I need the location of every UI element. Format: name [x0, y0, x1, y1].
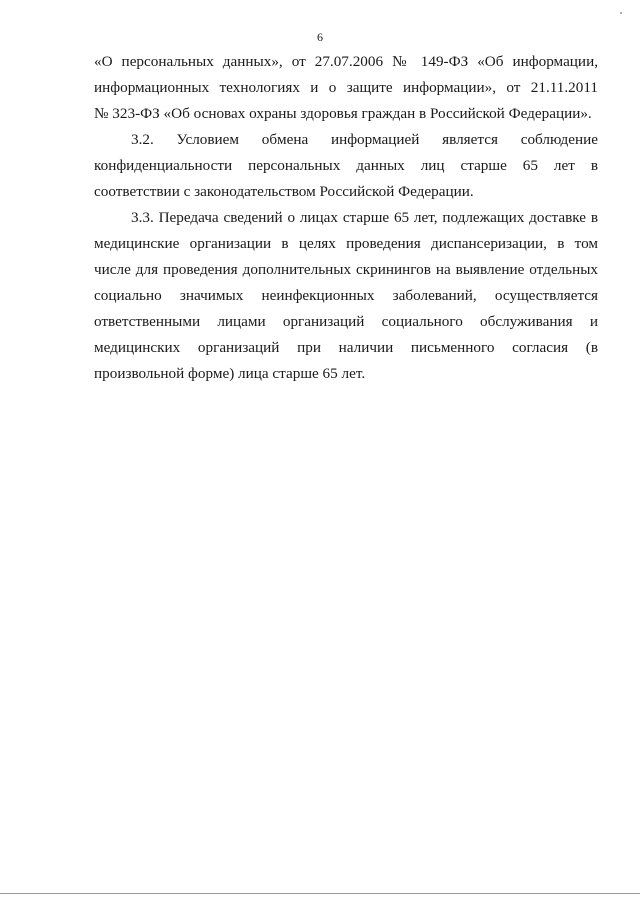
paragraph-1-line-1: «О персональных данных», от 27.07.2006 № 149-ФЗ «Об информации, [94, 53, 598, 70]
paragraph-3-3-line-5: ответственными лицами организаций социального обслуживания и [94, 313, 598, 330]
paragraph-3-3-line-2: медицинские организации в целях проведения диспансеризации, в том [94, 235, 598, 252]
paragraph-3-2-line-3: соответствии с законодательством Российской Федерации. [94, 183, 474, 200]
paragraph-3-3-line-6: медицинских организаций при наличии письменного согласия (в [94, 339, 598, 356]
page-number: 6 [317, 30, 323, 44]
paragraph-3-3-line-7: произвольной форме) лица старше 65 лет. [94, 365, 366, 382]
paragraph-3-2-line-1: 3.2. Условием обмена информацией является соблюдение [131, 131, 598, 148]
paragraph-3-2-line-2: конфиденциальности персональных данных лиц старше 65 лет в [94, 157, 598, 174]
paragraph-3-3-line-4: социально значимых неинфекционных заболеваний, осуществляется [94, 287, 598, 304]
paragraph-3-3-line-3: числе для проведения дополнительных скринингов на выявление отдельных [94, 261, 598, 278]
page-bottom-edge [0, 893, 640, 894]
scan-speck [620, 12, 622, 14]
paragraph-1-line-3: № 323-ФЗ «Об основах охраны здоровья граждан в Российской Федерации». [94, 105, 592, 122]
document-body [94, 49, 598, 387]
paragraph-3-3-line-1: 3.3. Передача сведений о лицах старше 65 лет, подлежащих доставке в [131, 209, 598, 226]
paragraph-1-line-2: информационных технологиях и о защите информации», от 21.11.2011 [94, 79, 598, 96]
